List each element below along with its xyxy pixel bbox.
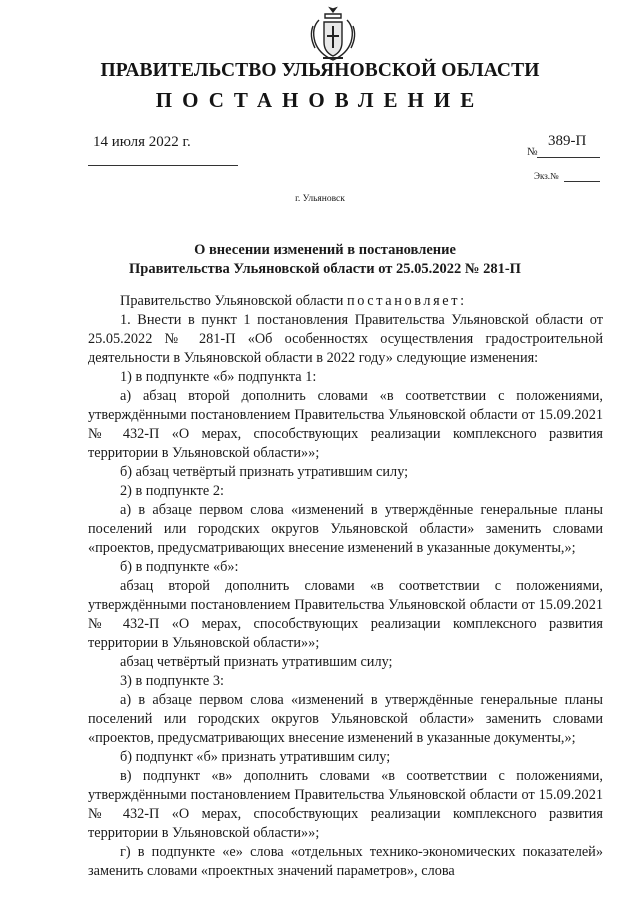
body-paragraph: б) абзац четвёртый признать утратившим силу; [120,464,409,480]
body-paragraph: а) в абзаце первом слова «изменений в утверждённые генеральные планы поселений или городских округов Ульяновской области» заменить словами «проектов, предусматривающих внесение изменений в указанные документы,»; [88,692,603,746]
document-number: 389-П [548,133,587,149]
copy-underline [564,181,600,182]
body-paragraph: 3) в подпункте 3: [120,673,224,689]
body-paragraph: г) в подпункте «е» слова «отдельных технико-экономических показателей» заменить словами «проектных значений параметров», слова [88,844,603,879]
body-paragraph: а) в абзаце первом слова «изменений в утверждённые генеральные планы поселений или городских округов Ульяновской области» заменить словами «проектов, предусматривающих внесение изменений в указанные документы,»; [88,502,603,556]
body-paragraph: б) в подпункте «б»: [120,559,239,575]
subject-line-2: Правительства Ульяновской области от 25.05.2022 № 281-П [129,261,521,277]
subject-line-1: О внесении изменений в постановление [194,242,456,258]
body-paragraph: абзац второй дополнить словами «в соответствии с положениями, утверждёнными постановлением Правительства Ульяновской области от 15.09.2021 № 432-П «О мерах, способствующих реализации комплексного развития территории в Ульяновской области»»; [88,578,603,651]
body-paragraph: б) подпункт «б» признать утратившим силу; [120,749,391,765]
body-paragraph: а) абзац второй дополнить словами «в соответствии с положениями, утверждёнными постановлением Правительства Ульяновской области от 15.09.2021 № 432-П «О мерах, способствующих реализации комплексного развития территории в Ульяновской области»»; [88,388,603,461]
government-title: ПРАВИТЕЛЬСТВО УЛЬЯНОВСКОЙ ОБЛАСТИ [100,60,540,81]
document-date: 14 июля 2022 г. [93,134,191,150]
number-underline [537,157,600,158]
body-intro [88,292,603,311]
city-name: г. Ульяновск [295,194,345,204]
body-paragraph: 1. Внести в пункт 1 постановления Правительства Ульяновской области от 25.05.2022 № 281-П «Об особенностях осуществления градостроительной деятельности в Ульяновской области в 2022 году» следующие изменения: [88,312,603,366]
document-type: ПОСТАНОВЛЕНИЕ [155,88,485,112]
copy-label: Экз.№ [534,171,559,181]
document-subject [60,241,590,279]
body-paragraph: в) подпункт «в» дополнить словами «в соответствии с положениями, утверждёнными постановлением Правительства Ульяновской области от 15.09.2021 № 432-П «О мерах, способствующих реализации комплексного развития территории в Ульяновской области»»; [88,768,603,841]
body-paragraph: 2) в подпункте 2: [120,483,224,499]
number-prefix: № [527,146,538,158]
intro-decree-word: постановляет: [346,293,467,309]
date-underline [88,165,238,166]
body-paragraph: 1) в подпункте «б» подпункта 1: [120,369,317,385]
document-body [88,292,603,881]
coat-of-arms-icon [303,6,363,66]
intro-text: Правительство Ульяновской области [120,293,347,309]
body-paragraph: абзац четвёртый признать утратившим силу; [120,654,393,670]
